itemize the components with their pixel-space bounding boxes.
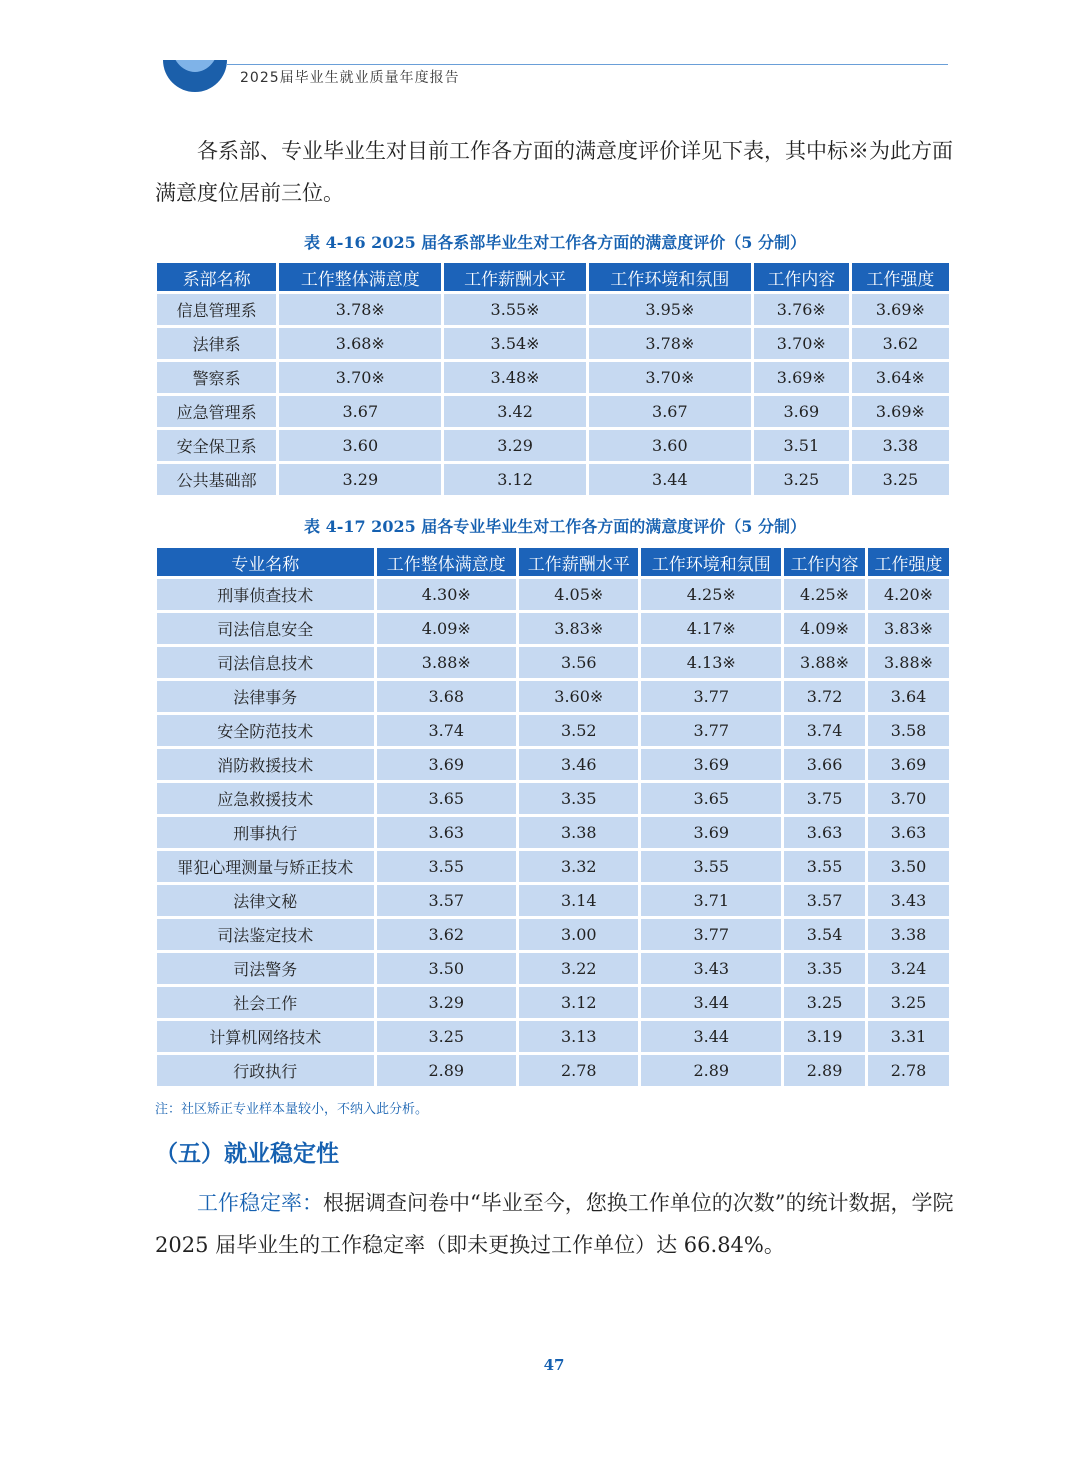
table-cell: 3.64※ (852, 362, 949, 393)
row-label: 司法信息安全 (157, 613, 374, 644)
table-cell: 3.65 (377, 783, 517, 814)
table-cell: 3.29 (444, 430, 586, 461)
table-cell: 3.44 (641, 987, 781, 1018)
table1-caption: 表 4-16 2025 届各系部毕业生对工作各方面的满意度评价（5 分制） (304, 233, 806, 252)
table-cell: 2.89 (784, 1055, 865, 1086)
table-cell: 3.60※ (519, 681, 638, 712)
table-cell: 3.25 (852, 464, 949, 495)
table-row (157, 362, 949, 393)
table-cell: 3.69 (754, 396, 849, 427)
table-cell: 3.71 (641, 885, 781, 916)
table-cell: 3.51 (754, 430, 849, 461)
table-cell: 3.13 (519, 1021, 638, 1052)
major-satisfaction-table (154, 545, 952, 1089)
table-cell: 3.68 (377, 681, 517, 712)
table-cell: 4.05※ (519, 579, 638, 610)
table-cell: 3.78※ (279, 294, 441, 325)
row-label: 安全保卫系 (157, 430, 276, 461)
table-cell: 3.77 (641, 715, 781, 746)
intro-paragraph: 各系部、专业毕业生对目前工作各方面的满意度评价详见下表，其中标※为此方面满意度位居前三位。 (155, 139, 953, 205)
table-cell: 3.63 (377, 817, 517, 848)
column-header: 专业名称 (157, 548, 374, 576)
table-cell: 3.69 (868, 749, 949, 780)
table-cell: 3.75 (784, 783, 865, 814)
table-cell: 2.78 (519, 1055, 638, 1086)
table-cell: 3.52 (519, 715, 638, 746)
table-cell: 3.63 (868, 817, 949, 848)
table-cell: 3.68※ (279, 328, 441, 359)
table-cell: 3.70※ (754, 328, 849, 359)
table-cell: 4.09※ (377, 613, 517, 644)
column-header: 工作强度 (868, 548, 949, 576)
column-header: 工作环境和氛围 (641, 548, 781, 576)
row-label: 公共基础部 (157, 464, 276, 495)
table-cell: 2.89 (641, 1055, 781, 1086)
table-cell: 2.89 (377, 1055, 517, 1086)
table-cell: 3.12 (519, 987, 638, 1018)
table-cell: 3.55 (641, 851, 781, 882)
table-row (157, 885, 949, 916)
table-row (157, 430, 949, 461)
table-cell: 4.20※ (868, 579, 949, 610)
page-number: 47 (543, 1356, 565, 1374)
table-cell: 3.31 (868, 1021, 949, 1052)
table-row (157, 749, 949, 780)
table-cell: 3.54※ (444, 328, 586, 359)
table-cell: 3.77 (641, 919, 781, 950)
table-cell: 4.09※ (784, 613, 865, 644)
table-cell: 3.50 (377, 953, 517, 984)
table-cell: 4.17※ (641, 613, 781, 644)
table-cell: 3.38 (868, 919, 949, 950)
row-label: 罪犯心理测量与矫正技术 (157, 851, 374, 882)
table-cell: 3.12 (444, 464, 586, 495)
row-label: 司法警务 (157, 953, 374, 984)
row-label: 应急救援技术 (157, 783, 374, 814)
section-heading: （五）就业稳定性 (155, 1141, 339, 1167)
table-row (157, 1055, 949, 1086)
column-header: 工作整体满意度 (279, 263, 441, 291)
table-cell: 3.70 (868, 783, 949, 814)
row-label: 警察系 (157, 362, 276, 393)
table-row (157, 681, 949, 712)
lead-term: 工作稳定率： (197, 1191, 323, 1215)
table-cell: 3.69※ (852, 396, 949, 427)
table-cell: 3.77 (641, 681, 781, 712)
table-row (157, 328, 949, 359)
table-cell: 3.88※ (868, 647, 949, 678)
header-divider (226, 64, 948, 65)
table-cell: 3.57 (784, 885, 865, 916)
table-cell: 3.54 (784, 919, 865, 950)
table-cell: 3.69 (377, 749, 517, 780)
row-label: 司法信息技术 (157, 647, 374, 678)
stability-paragraph (155, 1182, 955, 1266)
row-label: 消防救援技术 (157, 749, 374, 780)
row-label: 法律事务 (157, 681, 374, 712)
table-cell: 3.46 (519, 749, 638, 780)
table-cell: 3.69 (641, 817, 781, 848)
table-row (157, 715, 949, 746)
table-cell: 3.62 (852, 328, 949, 359)
row-label: 司法鉴定技术 (157, 919, 374, 950)
table-cell: 3.63 (784, 817, 865, 848)
table-cell: 3.70※ (589, 362, 751, 393)
table-row (157, 464, 949, 495)
table-cell: 3.56 (519, 647, 638, 678)
table-cell: 3.38 (519, 817, 638, 848)
table-row (157, 851, 949, 882)
table-cell: 3.78※ (589, 328, 751, 359)
table-cell: 3.25 (754, 464, 849, 495)
table-row (157, 817, 949, 848)
table-cell: 3.55 (784, 851, 865, 882)
table-cell: 3.44 (641, 1021, 781, 1052)
column-header: 工作薪酬水平 (444, 263, 586, 291)
column-header: 系部名称 (157, 263, 276, 291)
column-header: 工作整体满意度 (377, 548, 517, 576)
table-cell: 3.19 (784, 1021, 865, 1052)
table-cell: 3.43 (641, 953, 781, 984)
table-row (157, 987, 949, 1018)
table-cell: 3.38 (852, 430, 949, 461)
table-cell: 3.95※ (589, 294, 751, 325)
table-cell: 3.48※ (444, 362, 586, 393)
table-cell: 3.57 (377, 885, 517, 916)
table-cell: 3.14 (519, 885, 638, 916)
table-cell: 3.64 (868, 681, 949, 712)
column-header: 工作薪酬水平 (519, 548, 638, 576)
table-cell: 4.25※ (641, 579, 781, 610)
table-cell: 3.60 (589, 430, 751, 461)
table-cell: 3.88※ (784, 647, 865, 678)
table-cell: 3.32 (519, 851, 638, 882)
table-cell: 3.55※ (444, 294, 586, 325)
column-header: 工作环境和氛围 (589, 263, 751, 291)
row-label: 刑事侦查技术 (157, 579, 374, 610)
row-label: 计算机网络技术 (157, 1021, 374, 1052)
table-note: 注：社区矫正专业样本量较小，不纳入此分析。 (155, 1102, 429, 1117)
department-satisfaction-table (154, 260, 952, 498)
table-cell: 3.24 (868, 953, 949, 984)
table-cell: 3.67 (589, 396, 751, 427)
table-cell: 3.44 (589, 464, 751, 495)
table-cell: 3.60 (279, 430, 441, 461)
table-cell: 3.29 (279, 464, 441, 495)
table-row (157, 294, 949, 325)
table-row (157, 579, 949, 610)
table-cell: 2.78 (868, 1055, 949, 1086)
table-header-row (157, 263, 949, 291)
table-cell: 3.88※ (377, 647, 517, 678)
column-header: 工作强度 (852, 263, 949, 291)
table-cell: 3.55 (377, 851, 517, 882)
table-cell: 3.58 (868, 715, 949, 746)
row-label: 安全防范技术 (157, 715, 374, 746)
table-cell: 3.25 (377, 1021, 517, 1052)
table-cell: 3.83※ (868, 613, 949, 644)
table-row (157, 647, 949, 678)
table-cell: 3.74 (784, 715, 865, 746)
table-row (157, 919, 949, 950)
table-cell: 3.67 (279, 396, 441, 427)
table-cell: 3.35 (784, 953, 865, 984)
table-cell: 3.25 (784, 987, 865, 1018)
row-label: 法律文秘 (157, 885, 374, 916)
table-cell: 4.30※ (377, 579, 517, 610)
table-cell: 3.43 (868, 885, 949, 916)
table-cell: 3.62 (377, 919, 517, 950)
table-header-row (157, 548, 949, 576)
column-header: 工作内容 (784, 548, 865, 576)
header-title: 2025届毕业生就业质量年度报告 (240, 70, 460, 86)
table-cell: 3.72 (784, 681, 865, 712)
table2-caption: 表 4-17 2025 届各专业毕业生对工作各方面的满意度评价（5 分制） (304, 517, 806, 536)
table-row (157, 1021, 949, 1052)
table-row (157, 953, 949, 984)
table-cell: 4.25※ (784, 579, 865, 610)
stability-body: 根据调查问卷中“毕业至今，您换工作单位的次数”的统计数据，学院 2025 届毕业生的工作稳定率（即未更换过工作单位）达 66.84%。 (155, 1191, 954, 1257)
table-cell: 3.69 (641, 749, 781, 780)
table-cell: 3.50 (868, 851, 949, 882)
table-cell: 3.00 (519, 919, 638, 950)
column-header: 工作内容 (754, 263, 849, 291)
table-row (157, 396, 949, 427)
table-cell: 3.65 (641, 783, 781, 814)
table-cell: 3.29 (377, 987, 517, 1018)
table-cell: 3.42 (444, 396, 586, 427)
table-cell: 3.25 (868, 987, 949, 1018)
table-cell: 3.76※ (754, 294, 849, 325)
table-cell: 3.74 (377, 715, 517, 746)
table-cell: 3.66 (784, 749, 865, 780)
table-cell: 3.69※ (754, 362, 849, 393)
page-header (0, 0, 1080, 110)
table-row (157, 613, 949, 644)
table-cell: 3.69※ (852, 294, 949, 325)
row-label: 法律系 (157, 328, 276, 359)
table-cell: 3.83※ (519, 613, 638, 644)
table-cell: 3.22 (519, 953, 638, 984)
row-label: 应急管理系 (157, 396, 276, 427)
table-cell: 3.35 (519, 783, 638, 814)
row-label: 信息管理系 (157, 294, 276, 325)
row-label: 行政执行 (157, 1055, 374, 1086)
row-label: 社会工作 (157, 987, 374, 1018)
table-row (157, 783, 949, 814)
row-label: 刑事执行 (157, 817, 374, 848)
table-cell: 4.13※ (641, 647, 781, 678)
table-cell: 3.70※ (279, 362, 441, 393)
